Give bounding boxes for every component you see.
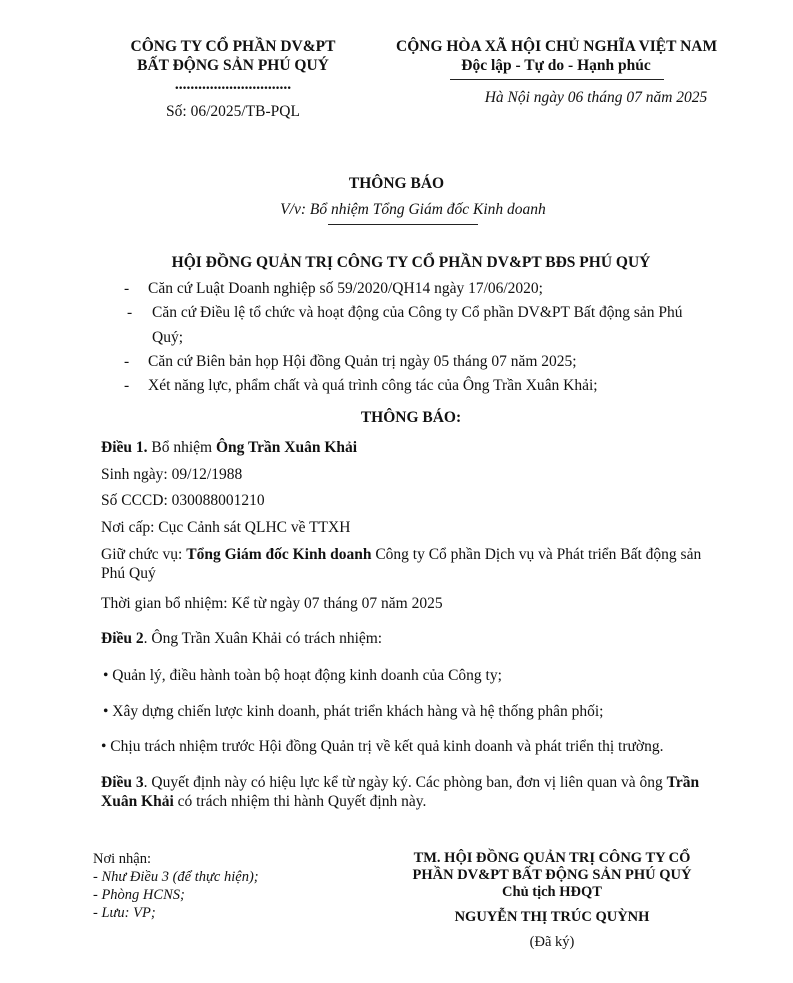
recipients-title: Nơi nhận: <box>93 851 152 867</box>
signer-name: NGUYỄN THỊ TRÚC QUỲNH <box>454 909 650 925</box>
appointee-name: Ông Trần Xuân Khải <box>215 439 358 456</box>
appointee-id: Số CCCD: 030088001210 <box>101 492 265 509</box>
nation-motto: Độc lập - Tự do - Hạnh phúc <box>461 57 651 74</box>
article-3-cont <box>101 793 426 811</box>
document-subject: V/v: Bổ nhiệm Tổng Giám đốc Kinh doanh <box>280 201 546 218</box>
basis-dash: - <box>124 377 130 394</box>
article-2 <box>101 630 382 648</box>
basis-item: Căn cứ Biên bản họp Hội đồng Quản trị ngày 05 tháng 07 năm 2025; <box>148 353 577 370</box>
signature-role: Chủ tịch HĐQT <box>502 884 602 900</box>
appointee-id-issuer: Nơi cấp: Cục Cảnh sát QLHC về TTXH <box>101 519 351 536</box>
motto-underline <box>450 79 664 80</box>
appointment-term: Thời gian bổ nhiệm: Kể từ ngày 07 tháng 07 năm 2025 <box>101 595 443 612</box>
appointee-dob: Sinh ngày: 09/12/1988 <box>101 466 243 483</box>
article-1 <box>101 439 357 457</box>
basis-dash: - <box>124 280 130 297</box>
position-title: Tổng Giám đốc Kinh doanh <box>186 546 372 563</box>
article-3-name-part2: Xuân Khải <box>101 793 174 810</box>
duty-item: • Chịu trách nhiệm trước Hội đồng Quản trị về kết quả kinh doanh và phát triển thị trường. <box>101 738 664 755</box>
recipient-item: - Lưu: VP; <box>93 905 156 921</box>
company-name-line2: BẤT ĐỘNG SẢN PHÚ QUÝ <box>137 57 329 74</box>
company-dots: .............................. <box>174 76 292 93</box>
article-2-text: . Ông Trần Xuân Khải có trách nhiệm: <box>143 630 383 647</box>
article-2-label: Điều 2 <box>101 630 144 647</box>
basis-dash: - <box>124 353 130 370</box>
appointee-position <box>101 546 701 564</box>
article-3-text: . Quyết định này có hiệu lực kể từ ngày ký. Các phòng ban, đơn vị liên quan và ông <box>143 774 667 791</box>
company-name-line1: CÔNG TY CỔ PHẦN DV&PT <box>130 38 336 55</box>
subject-underline <box>328 224 478 225</box>
basis-item: Căn cứ Điều lệ tổ chức và hoạt động của Công ty Cổ phần DV&PT Bất động sản Phú <box>152 304 683 321</box>
signature-org-line1: TM. HỘI ĐỒNG QUẢN TRỊ CÔNG TY CỔ <box>413 850 691 866</box>
duty-item: • Xây dựng chiến lược kinh doanh, phát triển khách hàng và hệ thống phân phối; <box>103 703 604 720</box>
council-heading: HỘI ĐỒNG QUẢN TRỊ CÔNG TY CỔ PHẦN DV&PT BĐS PHÚ QUÝ <box>171 254 651 271</box>
signature-org-line2: PHẦN DV&PT BẤT ĐỘNG SẢN PHÚ QUÝ <box>412 867 692 883</box>
article-3-name-part1: Trần <box>666 774 700 791</box>
nation-title: CỘNG HÒA XÃ HỘI CHỦ NGHĨA VIỆT NAM <box>396 38 718 55</box>
basis-item-cont: Quý; <box>152 329 183 346</box>
place-date: Hà Nội ngày 06 tháng 07 năm 2025 <box>484 89 708 106</box>
position-continuation: Phú Quý <box>101 565 156 582</box>
document-number: Số: 06/2025/TB-PQL <box>166 103 300 120</box>
recipient-item: - Phòng HCNS; <box>93 887 185 903</box>
position-suffix: Công ty Cổ phần Dịch vụ và Phát triển Bất động sản <box>371 546 702 563</box>
basis-item: Xét năng lực, phẩm chất và quá trình công tác của Ông Trần Xuân Khải; <box>148 377 598 394</box>
position-prefix: Giữ chức vụ: <box>101 546 187 563</box>
article-3-label: Điều 3 <box>101 774 144 791</box>
signed-note: (Đã ký) <box>529 934 575 950</box>
article-3 <box>101 774 699 792</box>
article-1-text: Bổ nhiệm <box>147 439 216 456</box>
article-1-label: Điều 1. <box>101 439 148 456</box>
basis-item: Căn cứ Luật Doanh nghiệp số 59/2020/QH14 ngày 17/06/2020; <box>148 280 543 297</box>
article-3-text2: có trách nhiệm thi hành Quyết định này. <box>173 793 427 810</box>
recipient-item: - Như Điều 3 (để thực hiện); <box>93 869 259 885</box>
announce-heading: THÔNG BÁO: <box>360 409 462 426</box>
document-title: THÔNG BÁO <box>348 175 445 192</box>
duty-item: • Quản lý, điều hành toàn bộ hoạt động kinh doanh của Công ty; <box>103 667 502 684</box>
basis-dash: - <box>127 304 133 321</box>
